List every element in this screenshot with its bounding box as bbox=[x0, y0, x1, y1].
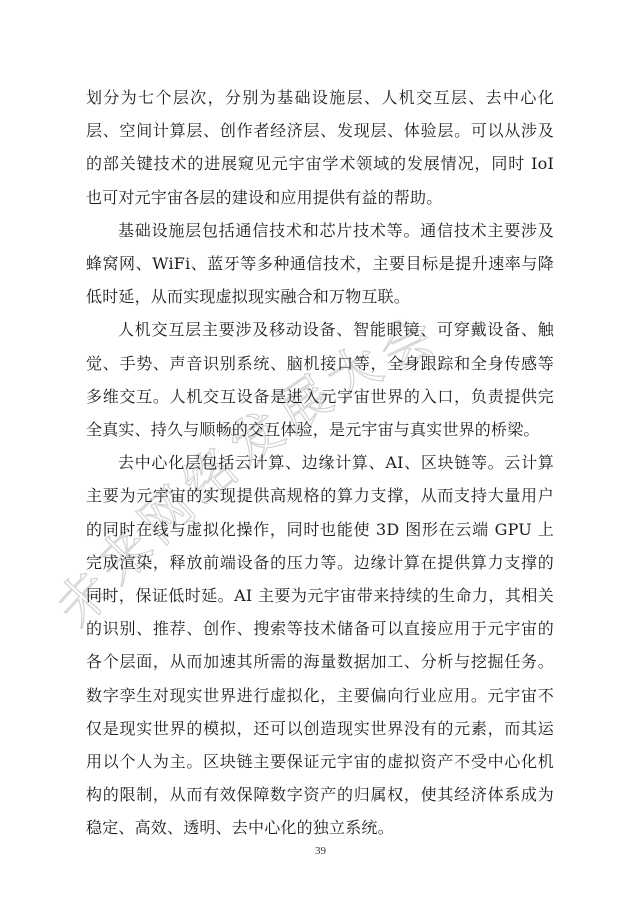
watermark-text: 未来网络发展大会 bbox=[45, 304, 449, 639]
paragraph-decentralization-layer: 去中心化层包括云计算、边缘计算、AI、区块链等。云计算主要为元宇宙的实现提供高规格的算力支撑，从而支持大量用户的同时在线与虚拟化操作，同时也能使 3D 图形在云端 GPU 上完成渲染，释放前端设备的压力等。边缘计算在提供算力支撑的同时，保证低时延。AI 主要为元宇宙带来持续的生命力，其相关的识别、推荐、创作、搜索等技术储备可以直接应用于元宇宙的各个层面，从而加速其所需的海量数据加工、分析与挖掘任务。数字孪生对现实世界进行虚拟化，主要偏向行业应用。元宇宙不仅是现实世界的模拟，还可以创造现实世界没有的元素，而其运用以个人为主。区块链主要保证元宇宙的虚拟资产不受中心化机构的限制，从而有效保障数字资产的归属权，使其经济体系成为稳定、高效、透明、去中心化的独立系统。 bbox=[86, 453, 554, 838]
paragraph-hci-layer: 人机交互层主要涉及移动设备、智能眼镜、可穿戴设备、触觉、手势、声音识别系统、脑机接口等，全身跟踪和全身传感等多维交互。人机交互设备是进入元宇宙世界的入口，负责提供完全真实、持久与顺畅的交互体验，是元宇宙与真实世界的桥梁。 bbox=[86, 320, 554, 440]
paragraph-intro: 划分为七个层次，分别为基础设施层、人机交互层、去中心化层、空间计算层、创作者经济层、发现层、体验层。可以从涉及的部关键技术的进展窥见元宇宙学术领域的发展情况，同时 IoI 也可对元宇宙各层的建设和应用提供有益的帮助。 bbox=[86, 88, 554, 207]
paragraph-infrastructure-layer: 基础设施层包括通信技术和芯片技术等。通信技术主要涉及蜂窝网、WiFi、蓝牙等多种通信技术，主要目标是提升速率与降低时延，从而实现虚拟现实融合和万物互联。 bbox=[86, 220, 554, 307]
page-number: 39 bbox=[315, 845, 326, 857]
body-text bbox=[86, 81, 554, 845]
